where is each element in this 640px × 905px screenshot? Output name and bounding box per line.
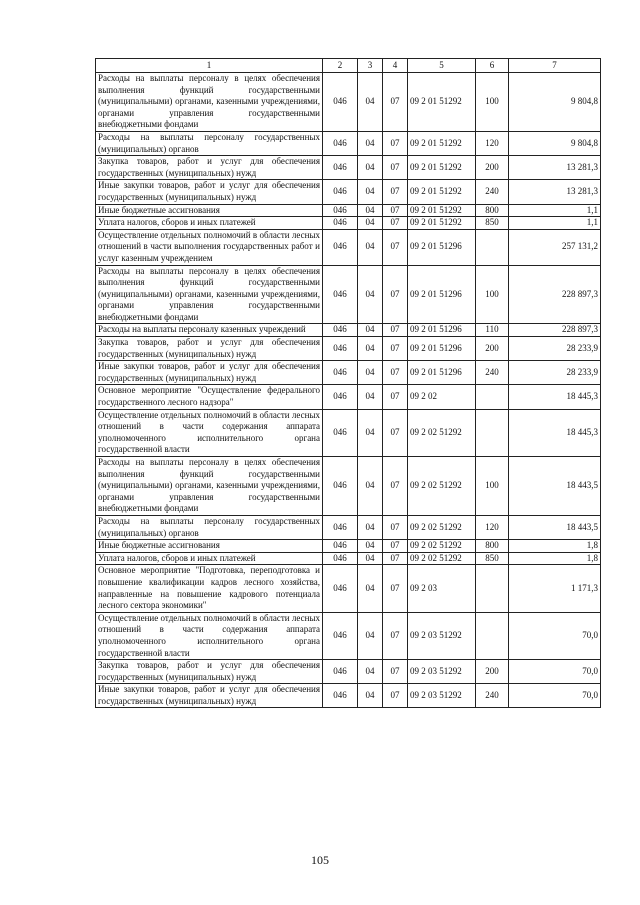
subsection-code-cell: 07: [383, 229, 408, 265]
section-code-cell: 04: [358, 565, 383, 612]
ministry-code-cell: 046: [323, 229, 358, 265]
item-name-cell: Расходы на выплаты персоналу государственных (муниципальных) органов: [96, 515, 323, 539]
subsection-code-cell: 07: [383, 180, 408, 204]
subsection-code-cell: 07: [383, 265, 408, 324]
item-name-cell: Закупка товаров, работ и услуг для обеспечения государственных (муниципальных) нужд: [96, 156, 323, 180]
table-row: [96, 156, 601, 180]
expense-type-code-cell: 100: [476, 73, 509, 132]
ministry-code-cell: 046: [323, 265, 358, 324]
item-name-cell: Иные закупки товаров, работ и услуг для обеспечения государственных (муниципальных) нужд: [96, 684, 323, 708]
target-article-code-cell: 09 2 01 51292: [408, 156, 476, 180]
item-name-cell: Основное мероприятие "Подготовка, переподготовка и повышение квалификации кадров лесного хозяйства, направленные на повышение кадрового потенциала лесного сектора экономики": [96, 565, 323, 612]
section-code-cell: 04: [358, 337, 383, 361]
target-article-code-cell: 09 2 01 51292: [408, 180, 476, 204]
amount-cell: 18 445,3: [509, 409, 601, 456]
ministry-code-cell: 046: [323, 385, 358, 409]
expense-type-code-cell: 240: [476, 180, 509, 204]
table-row: [96, 540, 601, 553]
item-name-cell: Основное мероприятие "Осуществление федерального государственного лесного надзора": [96, 385, 323, 409]
section-code-cell: 04: [358, 612, 383, 659]
amount-cell: 9 804,8: [509, 131, 601, 155]
item-name-cell: Расходы на выплаты персоналу казенных учреждений: [96, 324, 323, 337]
section-code-cell: 04: [358, 552, 383, 565]
table-row: [96, 565, 601, 612]
table-row: [96, 660, 601, 684]
amount-cell: 228 897,3: [509, 324, 601, 337]
subsection-code-cell: 07: [383, 156, 408, 180]
table-row: [96, 324, 601, 337]
target-article-code-cell: 09 2 02 51292: [408, 457, 476, 516]
subsection-code-cell: 07: [383, 552, 408, 565]
amount-cell: 228 897,3: [509, 265, 601, 324]
section-code-cell: 04: [358, 180, 383, 204]
section-code-cell: 04: [358, 540, 383, 553]
ministry-code-cell: 046: [323, 337, 358, 361]
item-name-cell: Закупка товаров, работ и услуг для обеспечения государственных (муниципальных) нужд: [96, 660, 323, 684]
target-article-code-cell: 09 2 03 51292: [408, 684, 476, 708]
section-code-cell: 04: [358, 204, 383, 217]
subsection-code-cell: 07: [383, 73, 408, 132]
table-row: [96, 457, 601, 516]
amount-cell: 28 233,9: [509, 361, 601, 385]
expense-type-code-cell: 200: [476, 337, 509, 361]
ministry-code-cell: 046: [323, 612, 358, 659]
expense-type-code-cell: 110: [476, 324, 509, 337]
item-name-cell: Закупка товаров, работ и услуг для обеспечения государственных (муниципальных) нужд: [96, 337, 323, 361]
target-article-code-cell: 09 2 01 51296: [408, 324, 476, 337]
amount-cell: 28 233,9: [509, 337, 601, 361]
target-article-code-cell: 09 2 03: [408, 565, 476, 612]
ministry-code-cell: 046: [323, 204, 358, 217]
amount-cell: 70,0: [509, 684, 601, 708]
table-row: [96, 361, 601, 385]
amount-cell: 1,1: [509, 204, 601, 217]
table-row: [96, 204, 601, 217]
subsection-code-cell: 07: [383, 457, 408, 516]
expense-type-code-cell: 850: [476, 552, 509, 565]
target-article-code-cell: 09 2 01 51292: [408, 131, 476, 155]
expense-type-code-cell: 200: [476, 660, 509, 684]
table-header-row: [96, 59, 601, 73]
ministry-code-cell: 046: [323, 217, 358, 230]
table-row: [96, 131, 601, 155]
column-header: 2: [323, 59, 358, 73]
amount-cell: 257 131,2: [509, 229, 601, 265]
expense-type-code-cell: 240: [476, 361, 509, 385]
subsection-code-cell: 07: [383, 612, 408, 659]
item-name-cell: Расходы на выплаты персоналу в целях обеспечения выполнения функций государственными (муниципальными) органами, казенными учреждениями, органами управления государственными внебюджетными фондами: [96, 265, 323, 324]
amount-cell: 18 443,5: [509, 515, 601, 539]
table-row: [96, 552, 601, 565]
target-article-code-cell: 09 2 02 51292: [408, 515, 476, 539]
ministry-code-cell: 046: [323, 361, 358, 385]
item-name-cell: Расходы на выплаты персоналу государственных (муниципальных) органов: [96, 131, 323, 155]
item-name-cell: Иные бюджетные ассигнования: [96, 204, 323, 217]
table-row: [96, 180, 601, 204]
amount-cell: 13 281,3: [509, 156, 601, 180]
table-row: [96, 229, 601, 265]
amount-cell: 70,0: [509, 660, 601, 684]
expense-type-code-cell: 120: [476, 131, 509, 155]
ministry-code-cell: 046: [323, 684, 358, 708]
section-code-cell: 04: [358, 217, 383, 230]
item-name-cell: Расходы на выплаты персоналу в целях обеспечения выполнения функций государственными (муниципальными) органами, казенными учреждениями, органами управления государственными внебюджетными фондами: [96, 457, 323, 516]
ministry-code-cell: 046: [323, 552, 358, 565]
target-article-code-cell: 09 2 03 51292: [408, 660, 476, 684]
subsection-code-cell: 07: [383, 337, 408, 361]
amount-cell: 18 443,5: [509, 457, 601, 516]
table-row: [96, 217, 601, 230]
ministry-code-cell: 046: [323, 515, 358, 539]
section-code-cell: 04: [358, 660, 383, 684]
amount-cell: 18 445,3: [509, 385, 601, 409]
item-name-cell: Расходы на выплаты персоналу в целях обеспечения выполнения функций государственными (муниципальными) органами, казенными учреждениями, органами управления государственными внебюджетными фондами: [96, 73, 323, 132]
subsection-code-cell: 07: [383, 217, 408, 230]
amount-cell: 1,8: [509, 552, 601, 565]
expense-type-code-cell: 120: [476, 515, 509, 539]
target-article-code-cell: 09 2 03 51292: [408, 612, 476, 659]
target-article-code-cell: 09 2 02: [408, 385, 476, 409]
budget-table: [95, 58, 601, 708]
expense-type-code-cell: 200: [476, 156, 509, 180]
section-code-cell: 04: [358, 156, 383, 180]
ministry-code-cell: 046: [323, 409, 358, 456]
expense-type-code-cell: [476, 409, 509, 456]
target-article-code-cell: 09 2 02 51292: [408, 552, 476, 565]
ministry-code-cell: 046: [323, 457, 358, 516]
table-row: [96, 337, 601, 361]
subsection-code-cell: 07: [383, 324, 408, 337]
item-name-cell: Иные закупки товаров, работ и услуг для обеспечения государственных (муниципальных) нужд: [96, 180, 323, 204]
section-code-cell: 04: [358, 265, 383, 324]
amount-cell: 1 171,3: [509, 565, 601, 612]
expense-type-code-cell: [476, 612, 509, 659]
table-row: [96, 409, 601, 456]
column-header: 1: [96, 59, 323, 73]
item-name-cell: Осуществление отдельных полномочий в области лесных отношений в части выполнения государственных работ и услуг казенным учреждением: [96, 229, 323, 265]
column-header: 6: [476, 59, 509, 73]
target-article-code-cell: 09 2 01 51296: [408, 361, 476, 385]
ministry-code-cell: 046: [323, 131, 358, 155]
target-article-code-cell: 09 2 01 51296: [408, 337, 476, 361]
subsection-code-cell: 07: [383, 660, 408, 684]
target-article-code-cell: 09 2 01 51296: [408, 229, 476, 265]
column-header: 7: [509, 59, 601, 73]
target-article-code-cell: 09 2 01 51292: [408, 204, 476, 217]
section-code-cell: 04: [358, 684, 383, 708]
expense-type-code-cell: 800: [476, 540, 509, 553]
target-article-code-cell: 09 2 02 51292: [408, 540, 476, 553]
target-article-code-cell: 09 2 01 51292: [408, 217, 476, 230]
amount-cell: 70,0: [509, 612, 601, 659]
subsection-code-cell: 07: [383, 565, 408, 612]
target-article-code-cell: 09 2 02 51292: [408, 409, 476, 456]
section-code-cell: 04: [358, 131, 383, 155]
subsection-code-cell: 07: [383, 684, 408, 708]
table-body: [96, 73, 601, 708]
subsection-code-cell: 07: [383, 385, 408, 409]
section-code-cell: 04: [358, 73, 383, 132]
table-row: [96, 684, 601, 708]
item-name-cell: Иные закупки товаров, работ и услуг для обеспечения государственных (муниципальных) нужд: [96, 361, 323, 385]
expense-type-code-cell: 240: [476, 684, 509, 708]
subsection-code-cell: 07: [383, 540, 408, 553]
subsection-code-cell: 07: [383, 131, 408, 155]
ministry-code-cell: 046: [323, 180, 358, 204]
table-row: [96, 73, 601, 132]
section-code-cell: 04: [358, 324, 383, 337]
target-article-code-cell: 09 2 01 51296: [408, 265, 476, 324]
table-row: [96, 265, 601, 324]
page-number: 105: [311, 853, 329, 867]
section-code-cell: 04: [358, 515, 383, 539]
item-name-cell: Иные бюджетные ассигнования: [96, 540, 323, 553]
item-name-cell: Уплата налогов, сборов и иных платежей: [96, 217, 323, 230]
amount-cell: 9 804,8: [509, 73, 601, 132]
column-header: 4: [383, 59, 408, 73]
item-name-cell: Осуществление отдельных полномочий в области лесных отношений в части содержания аппарата уполномоченного исполнительного органа государственной власти: [96, 612, 323, 659]
ministry-code-cell: 046: [323, 156, 358, 180]
expense-type-code-cell: [476, 565, 509, 612]
item-name-cell: Осуществление отдельных полномочий в области лесных отношений в части содержания аппарата уполномоченного исполнительного органа государственной власти: [96, 409, 323, 456]
subsection-code-cell: 07: [383, 409, 408, 456]
ministry-code-cell: 046: [323, 660, 358, 684]
ministry-code-cell: 046: [323, 73, 358, 132]
table-row: [96, 515, 601, 539]
section-code-cell: 04: [358, 409, 383, 456]
subsection-code-cell: 07: [383, 204, 408, 217]
expense-type-code-cell: [476, 229, 509, 265]
amount-cell: 13 281,3: [509, 180, 601, 204]
table-row: [96, 385, 601, 409]
item-name-cell: Уплата налогов, сборов и иных платежей: [96, 552, 323, 565]
expense-type-code-cell: 100: [476, 457, 509, 516]
subsection-code-cell: 07: [383, 515, 408, 539]
ministry-code-cell: 046: [323, 565, 358, 612]
amount-cell: 1,8: [509, 540, 601, 553]
section-code-cell: 04: [358, 385, 383, 409]
amount-cell: 1,1: [509, 217, 601, 230]
expense-type-code-cell: 800: [476, 204, 509, 217]
expense-type-code-cell: 850: [476, 217, 509, 230]
expense-type-code-cell: [476, 385, 509, 409]
column-header: 5: [408, 59, 476, 73]
column-header: 3: [358, 59, 383, 73]
table-row: [96, 612, 601, 659]
ministry-code-cell: 046: [323, 324, 358, 337]
section-code-cell: 04: [358, 361, 383, 385]
expense-type-code-cell: 100: [476, 265, 509, 324]
section-code-cell: 04: [358, 229, 383, 265]
subsection-code-cell: 07: [383, 361, 408, 385]
ministry-code-cell: 046: [323, 540, 358, 553]
target-article-code-cell: 09 2 01 51292: [408, 73, 476, 132]
section-code-cell: 04: [358, 457, 383, 516]
